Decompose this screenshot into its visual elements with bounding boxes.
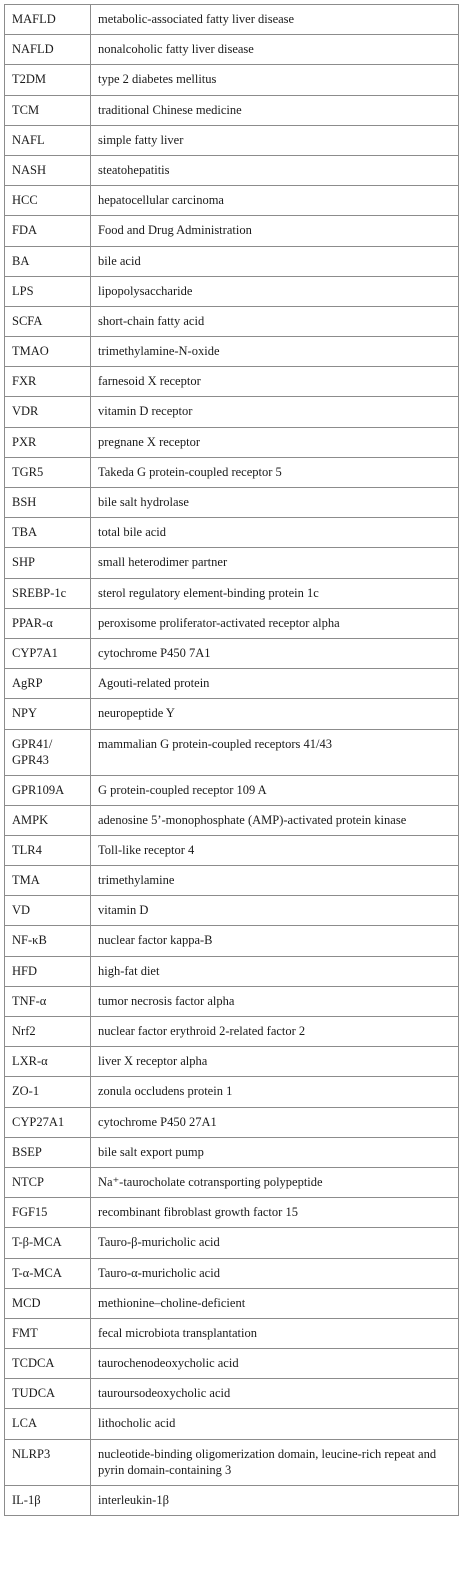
table-row [5, 276, 459, 306]
definition-cell: short-chain fatty acid [91, 306, 459, 336]
table-row [5, 35, 459, 65]
definition-cell: farnesoid X receptor [91, 367, 459, 397]
definition-cell: mammalian G protein-coupled receptors 41/43 [91, 729, 459, 775]
definition-cell: cytochrome P450 7A1 [91, 638, 459, 668]
abbreviation-cell: ZO-1 [5, 1077, 91, 1107]
table-row [5, 699, 459, 729]
abbreviation-cell: PXR [5, 427, 91, 457]
definition-cell: recombinant fibroblast growth factor 15 [91, 1198, 459, 1228]
table-row [5, 1137, 459, 1167]
table-row [5, 1349, 459, 1379]
definition-cell: sterol regulatory element-binding protein 1c [91, 578, 459, 608]
definition-cell: peroxisome proliferator-activated receptor alpha [91, 608, 459, 638]
definition-cell: Agouti-related protein [91, 669, 459, 699]
table-row [5, 1409, 459, 1439]
definition-cell: lipopolysaccharide [91, 276, 459, 306]
table-row [5, 246, 459, 276]
abbreviation-cell: CYP27A1 [5, 1107, 91, 1137]
definition-cell: Takeda G protein-coupled receptor 5 [91, 457, 459, 487]
abbreviation-cell: SCFA [5, 306, 91, 336]
table-row [5, 5, 459, 35]
definition-cell: bile acid [91, 246, 459, 276]
abbreviation-cell: GPR109A [5, 775, 91, 805]
abbreviation-cell: LCA [5, 1409, 91, 1439]
definition-cell: total bile acid [91, 518, 459, 548]
definition-cell: trimethylamine [91, 866, 459, 896]
definition-cell: interleukin-1β [91, 1485, 459, 1515]
abbreviation-cell: VD [5, 896, 91, 926]
abbreviation-cell: TMA [5, 866, 91, 896]
definition-cell: G protein-coupled receptor 109 A [91, 775, 459, 805]
table-row [5, 1167, 459, 1197]
abbreviation-cell: FXR [5, 367, 91, 397]
table-row [5, 186, 459, 216]
definition-cell: vitamin D [91, 896, 459, 926]
table-row [5, 337, 459, 367]
table-row [5, 956, 459, 986]
definition-cell: cytochrome P450 27A1 [91, 1107, 459, 1137]
table-row [5, 986, 459, 1016]
abbreviation-cell: T-β-MCA [5, 1228, 91, 1258]
table-row [5, 367, 459, 397]
abbreviation-cell: LPS [5, 276, 91, 306]
definition-cell: pregnane X receptor [91, 427, 459, 457]
definition-cell: nuclear factor erythroid 2-related factor 2 [91, 1017, 459, 1047]
definition-cell: type 2 diabetes mellitus [91, 65, 459, 95]
abbreviation-cell: TLR4 [5, 835, 91, 865]
table-row [5, 866, 459, 896]
table-row [5, 95, 459, 125]
abbreviation-cell: VDR [5, 397, 91, 427]
table-row [5, 896, 459, 926]
abbreviation-cell: PPAR-α [5, 608, 91, 638]
table-row [5, 1047, 459, 1077]
abbreviation-cell: BA [5, 246, 91, 276]
definition-cell: tauroursodeoxycholic acid [91, 1379, 459, 1409]
table-row [5, 775, 459, 805]
table-row [5, 1077, 459, 1107]
abbreviation-cell: MAFLD [5, 5, 91, 35]
table-row [5, 1288, 459, 1318]
abbreviation-cell: TNF-α [5, 986, 91, 1016]
abbreviation-cell: TCDCA [5, 1349, 91, 1379]
abbreviation-cell: CYP7A1 [5, 638, 91, 668]
abbreviation-cell: TCM [5, 95, 91, 125]
definition-cell: Na⁺-taurocholate cotransporting polypeptide [91, 1167, 459, 1197]
table-row [5, 125, 459, 155]
abbreviation-cell: NPY [5, 699, 91, 729]
table-row [5, 155, 459, 185]
table-row [5, 1017, 459, 1047]
abbreviation-cell: T2DM [5, 65, 91, 95]
definition-cell: taurochenodeoxycholic acid [91, 1349, 459, 1379]
definition-cell: methionine–choline-deficient [91, 1288, 459, 1318]
abbreviation-cell: BSH [5, 488, 91, 518]
abbreviation-cell: FGF15 [5, 1198, 91, 1228]
definition-cell: bile salt hydrolase [91, 488, 459, 518]
table-row [5, 1258, 459, 1288]
table-row [5, 608, 459, 638]
table-row [5, 669, 459, 699]
abbreviation-cell: MCD [5, 1288, 91, 1318]
abbreviation-cell: SREBP-1c [5, 578, 91, 608]
table-row [5, 1107, 459, 1137]
abbreviation-cell: NAFL [5, 125, 91, 155]
abbreviation-cell: NF-κB [5, 926, 91, 956]
abbreviation-cell: NTCP [5, 1167, 91, 1197]
abbreviation-cell: NAFLD [5, 35, 91, 65]
definition-cell: vitamin D receptor [91, 397, 459, 427]
definition-cell: high-fat diet [91, 956, 459, 986]
abbreviation-cell: FMT [5, 1318, 91, 1348]
table-row [5, 397, 459, 427]
table-row [5, 1198, 459, 1228]
abbreviation-cell: BSEP [5, 1137, 91, 1167]
abbreviation-cell: TBA [5, 518, 91, 548]
abbreviation-cell: TGR5 [5, 457, 91, 487]
definition-cell: simple fatty liver [91, 125, 459, 155]
table-row [5, 488, 459, 518]
abbreviation-cell: HFD [5, 956, 91, 986]
definition-cell: tumor necrosis factor alpha [91, 986, 459, 1016]
definition-cell: hepatocellular carcinoma [91, 186, 459, 216]
table-row [5, 1318, 459, 1348]
table-row [5, 518, 459, 548]
abbreviation-cell: NLRP3 [5, 1439, 91, 1485]
table-row [5, 638, 459, 668]
abbreviation-cell: GPR41/ GPR43 [5, 729, 91, 775]
abbreviation-cell: AMPK [5, 805, 91, 835]
definition-cell: liver X receptor alpha [91, 1047, 459, 1077]
abbreviation-table-body [5, 5, 459, 1516]
table-row [5, 1485, 459, 1515]
definition-cell: Toll-like receptor 4 [91, 835, 459, 865]
abbreviation-cell: AgRP [5, 669, 91, 699]
table-row [5, 835, 459, 865]
definition-cell: steatohepatitis [91, 155, 459, 185]
table-row [5, 578, 459, 608]
definition-cell: metabolic-associated fatty liver disease [91, 5, 459, 35]
abbreviation-cell: HCC [5, 186, 91, 216]
definition-cell: zonula occludens protein 1 [91, 1077, 459, 1107]
abbreviation-cell: Nrf2 [5, 1017, 91, 1047]
table-row [5, 729, 459, 775]
abbreviation-cell: IL-1β [5, 1485, 91, 1515]
table-row [5, 65, 459, 95]
definition-cell: nuclear factor kappa-B [91, 926, 459, 956]
definition-cell: nucleotide-binding oligomerization domain, leucine-rich repeat and pyrin domain-containing 3 [91, 1439, 459, 1485]
definition-cell: trimethylamine-N-oxide [91, 337, 459, 367]
abbreviation-cell: TMAO [5, 337, 91, 367]
table-row [5, 306, 459, 336]
table-row [5, 548, 459, 578]
table-row [5, 457, 459, 487]
table-row [5, 926, 459, 956]
definition-cell: Food and Drug Administration [91, 216, 459, 246]
abbreviation-cell: FDA [5, 216, 91, 246]
abbreviation-cell: LXR-α [5, 1047, 91, 1077]
definition-cell: Tauro-α-muricholic acid [91, 1258, 459, 1288]
definition-cell: lithocholic acid [91, 1409, 459, 1439]
table-row [5, 805, 459, 835]
definition-cell: traditional Chinese medicine [91, 95, 459, 125]
definition-cell: adenosine 5’-monophosphate (AMP)-activated protein kinase [91, 805, 459, 835]
table-row [5, 1379, 459, 1409]
table-row [5, 1439, 459, 1485]
definition-cell: bile salt export pump [91, 1137, 459, 1167]
table-row [5, 427, 459, 457]
abbreviation-cell: SHP [5, 548, 91, 578]
abbreviation-cell: T-α-MCA [5, 1258, 91, 1288]
definition-cell: neuropeptide Y [91, 699, 459, 729]
table-row [5, 1228, 459, 1258]
definition-cell: fecal microbiota transplantation [91, 1318, 459, 1348]
abbreviation-table [4, 4, 459, 1516]
abbreviation-cell: TUDCA [5, 1379, 91, 1409]
abbreviation-cell: NASH [5, 155, 91, 185]
definition-cell: Tauro-β-muricholic acid [91, 1228, 459, 1258]
definition-cell: nonalcoholic fatty liver disease [91, 35, 459, 65]
table-row [5, 216, 459, 246]
definition-cell: small heterodimer partner [91, 548, 459, 578]
